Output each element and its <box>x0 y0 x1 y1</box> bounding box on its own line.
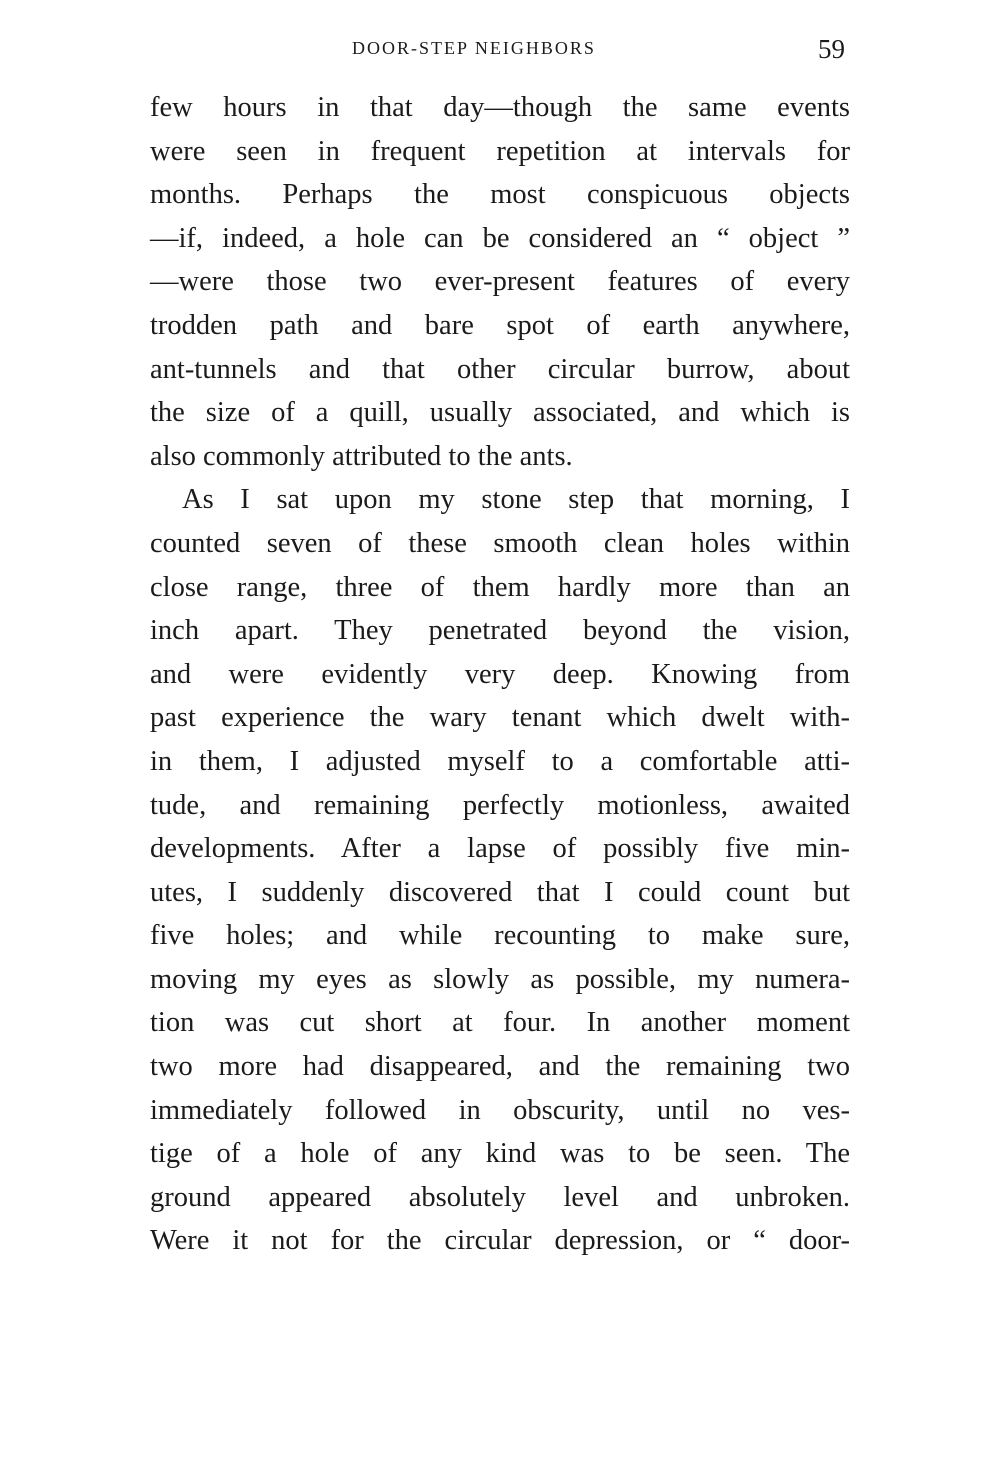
page-number: 59 <box>818 34 845 64</box>
text-line: immediately followed in obscurity, until no ves- <box>150 1094 850 1126</box>
text-line: five holes; and while recounting to make sure, <box>150 920 850 952</box>
text-line: in them, I adjusted myself to a comfortable atti- <box>150 745 850 777</box>
text-line: close range, three of them hardly more than an <box>150 571 850 603</box>
text-line: tude, and remaining perfectly motionless, awaited <box>150 789 850 821</box>
text-line: tion was cut short at four. In another moment <box>150 1007 850 1039</box>
text-line: ant-tunnels and that other circular burrow, about <box>150 353 850 385</box>
text-line: past experience the wary tenant which dwelt with- <box>150 702 850 734</box>
text-line: moving my eyes as slowly as possible, my numera- <box>150 963 850 995</box>
text-line: trodden path and bare spot of earth anywhere, <box>150 309 850 341</box>
text-line: were seen in frequent repetition at intervals for <box>150 135 850 167</box>
text-line: few hours in that day—though the same events <box>150 92 850 123</box>
text-line: As I sat upon my stone step that morning, I <box>182 484 850 516</box>
text-line: the size of a quill, usually associated, and which is <box>150 397 850 429</box>
text-line: —if, indeed, a hole can be considered an “ object ” <box>150 222 850 254</box>
running-head <box>0 36 1000 70</box>
text-line: utes, I suddenly discovered that I could count but <box>150 876 850 908</box>
text-line: —were those two ever-present features of every <box>150 266 850 298</box>
text-line: developments. After a lapse of possibly five min- <box>150 833 850 865</box>
text-line: and were evidently very deep. Knowing from <box>150 658 850 690</box>
paragraph-1 <box>150 86 850 478</box>
text-line: tige of a hole of any kind was to be seen. The <box>150 1138 850 1170</box>
body-text <box>150 86 850 1263</box>
text-line: two more had disappeared, and the remaining two <box>150 1051 850 1083</box>
text-line: counted seven of these smooth clean holes within <box>150 527 850 559</box>
text-line: also commonly attributed to the ants. <box>150 440 573 472</box>
text-line: ground appeared absolutely level and unbroken. <box>150 1181 850 1213</box>
text-line: Were it not for the circular depression, or “ door- <box>150 1225 850 1257</box>
text-line: inch apart. They penetrated beyond the vision, <box>150 615 850 647</box>
paragraph-2 <box>150 478 850 1263</box>
text-line: months. Perhaps the most conspicuous objects <box>150 179 850 211</box>
running-title: DOOR-STEP NEIGHBORS <box>352 38 596 58</box>
